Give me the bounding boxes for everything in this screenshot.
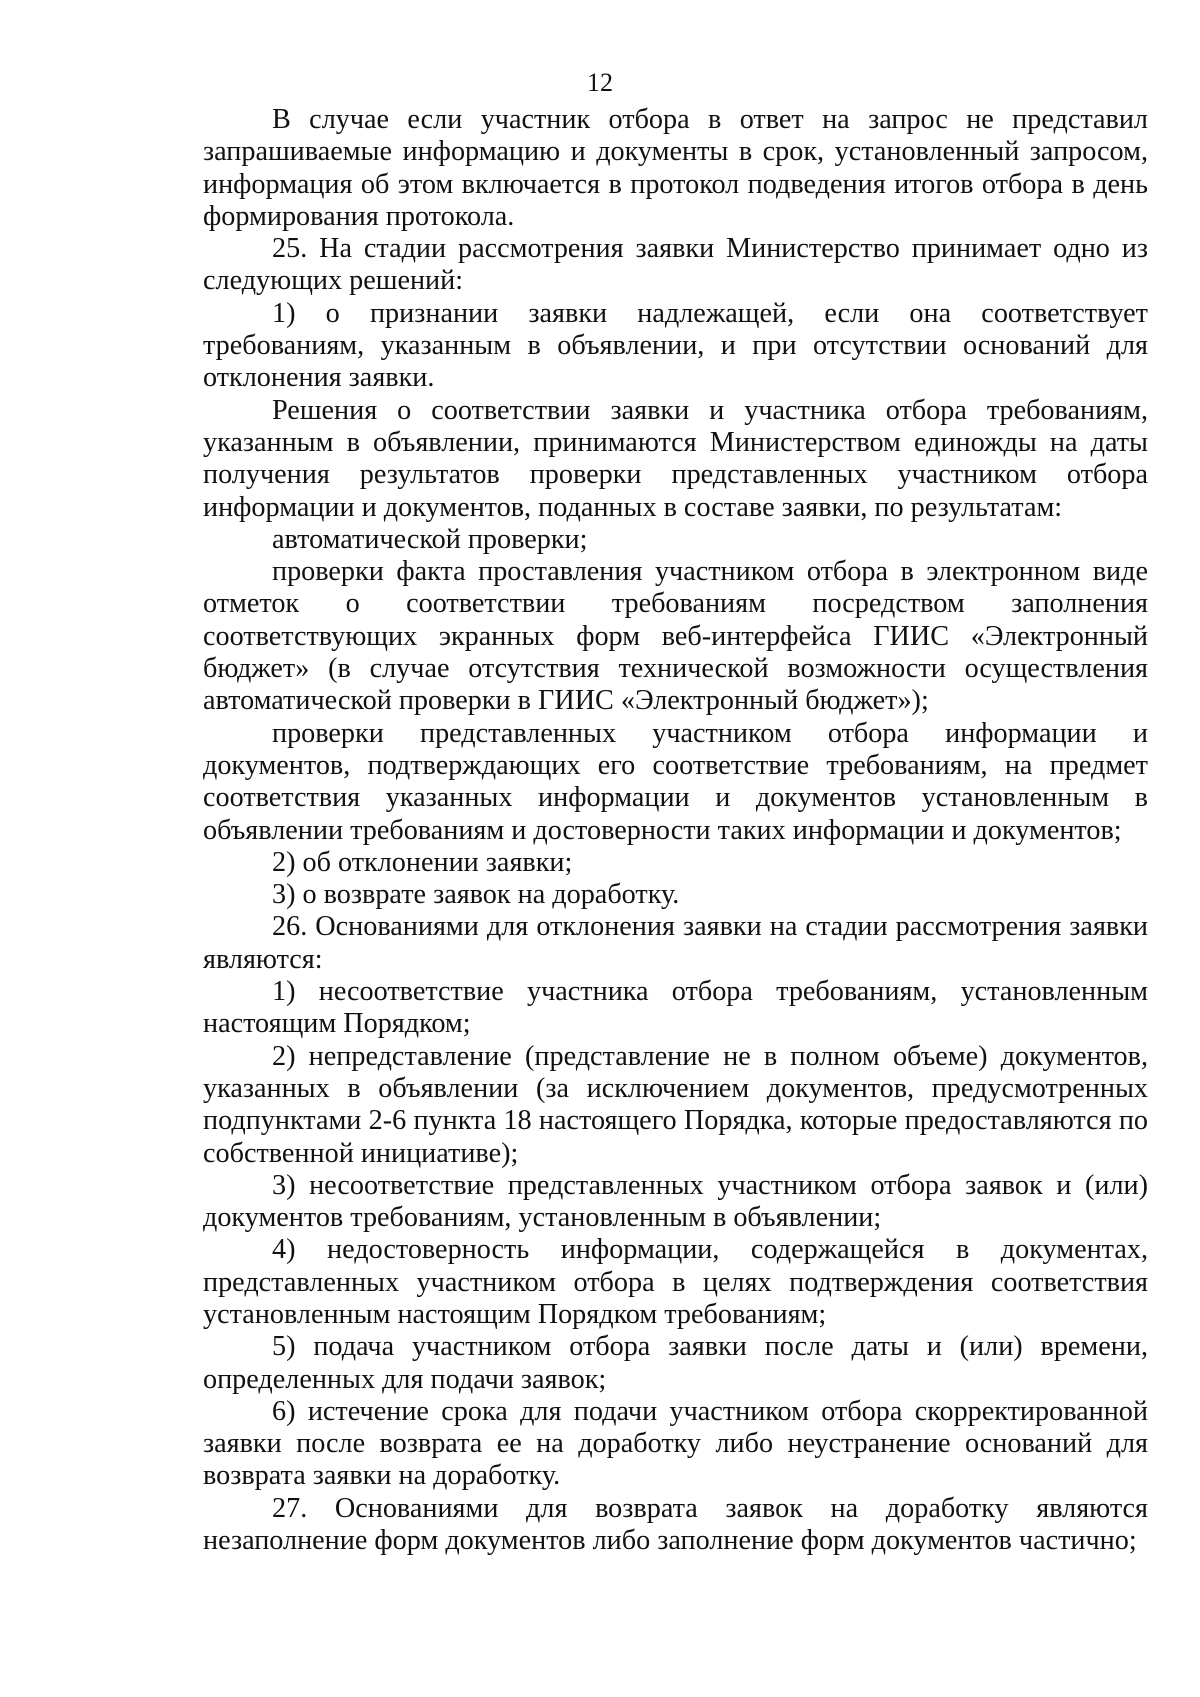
paragraph: 2) непредставление (представление не в полном объеме) документов, указанных в объявлении (за исключением документов, предусмотренных подпунктами 2-6 пункта 18 настоящего Порядка, которые предоставляются по собственной инициативе); [203,1040,1148,1169]
page-number: 12 [587,68,613,97]
paragraph: 6) истечение срока для подачи участником отбора скорректированной заявки после возврата ее на доработку либо неустранение оснований для возврата заявки на доработку. [203,1395,1148,1492]
paragraph: 4) недостоверность информации, содержащейся в документах, представленных участником отбора в целях подтверждения соответствия установленным настоящим Порядком требованиям; [203,1234,1148,1330]
paragraph: 3) о возврате заявок на доработку. [272,879,680,911]
paragraph: 27. Основаниями для возврата заявок на доработку являются незаполнение форм документов либо заполнение форм документов частично; [203,1492,1148,1557]
paragraph: В случае если участник отбора в ответ на запрос не представил запрашиваемые информацию и документы в срок, установленный запросом, информация об этом включается в протокол подведения итогов отбора в день формирования протокола. [203,104,1148,232]
paragraph: проверки представленных участником отбора информации и документов, подтверждающих его соответствие требованиям, на предмет соответствия указанных информации и документов установленным в объявлении требованиям и достоверности таких информации и документов; [203,717,1148,846]
paragraph: проверки факта проставления участником отбора в электронном виде отметок о соответствии требованиям посредством заполнения соответствующих экранных форм веб-интерфейса ГИИС «Электронный бюджет» (в случае отсутствия технической возможности осуществления автоматической проверки в ГИИС «Электронный бюджет»); [203,556,1148,717]
paragraph: 5) подача участником отбора заявки после даты и (или) времени, определенных для подачи заявок; [203,1331,1148,1395]
paragraph: 2) об отклонении заявки; [272,846,573,878]
document-body [203,104,1148,1557]
paragraph: 25. На стадии рассмотрения заявки Министерство принимает одно из следующих решений: [203,233,1148,297]
paragraph: 1) несоответствие участника отбора требованиям, установленным настоящим Порядком; [203,976,1148,1040]
paragraph: 26. Основаниями для отклонения заявки на стадии рассмотрения заявки являются: [203,911,1148,975]
paragraph: 1) о признании заявки надлежащей, если она соответствует требованиям, указанным в объявлении, и при отсутствии оснований для отклонения заявки. [203,297,1148,394]
paragraph: 3) несоответствие представленных участником отбора заявок и (или) документов требованиям, установленным в объявлении; [203,1169,1148,1234]
paragraph: Решения о соответствии заявки и участника отбора требованиям, указанным в объявлении, принимаются Министерством единожды на даты получения результатов проверки представленных участником отбора информации и документов, поданных в составе заявки, по результатам: [203,394,1148,523]
paragraph: автоматической проверки; [272,523,588,555]
